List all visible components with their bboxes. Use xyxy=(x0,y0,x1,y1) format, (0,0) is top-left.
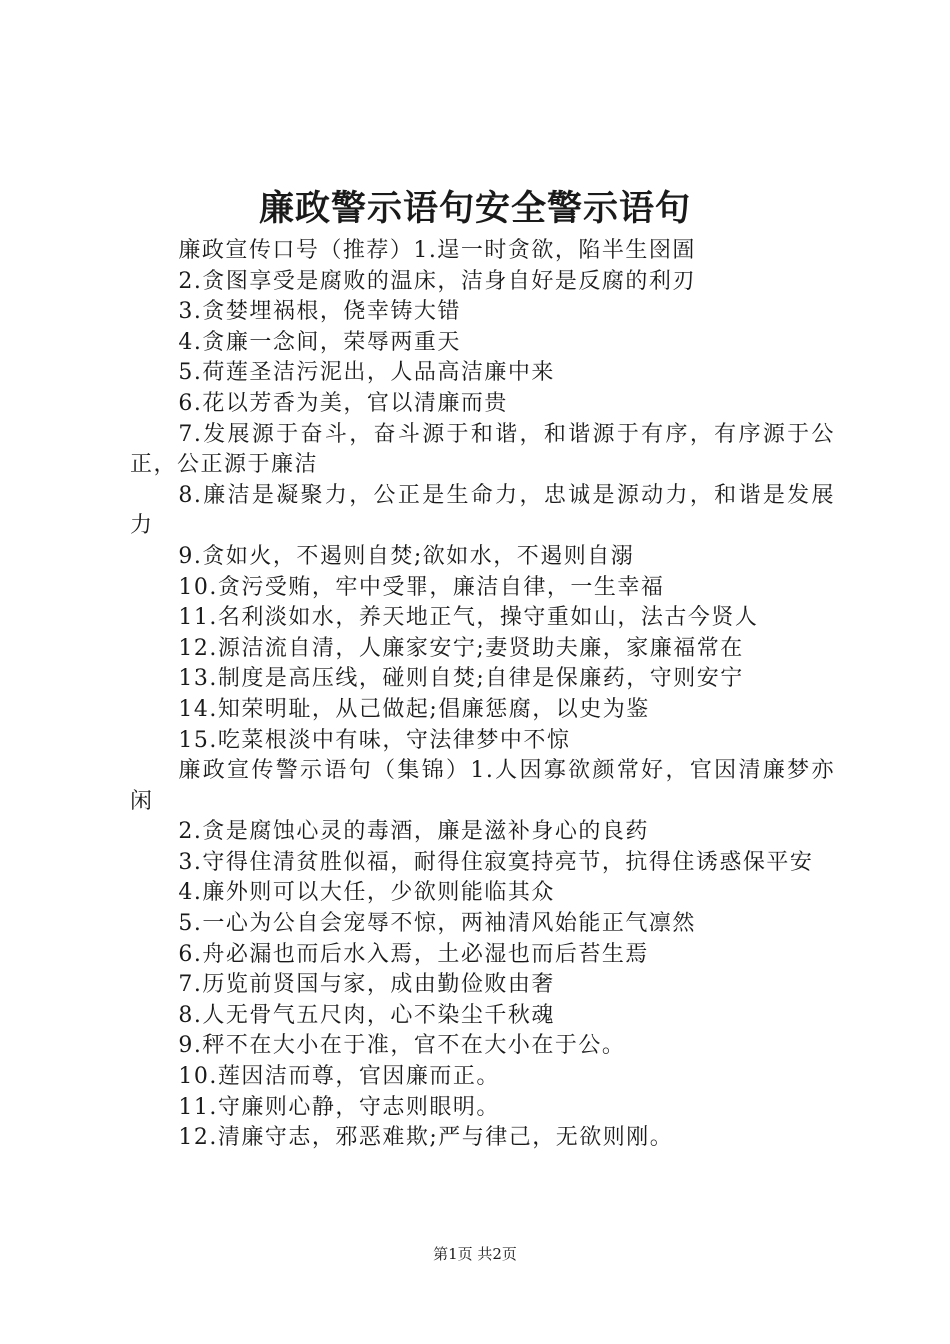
paragraph: 8.人无骨气五尺肉，心不染尘千秋魂 xyxy=(178,1002,555,1028)
paragraph: 2.贪是腐蚀心灵的毒酒，廉是滋补身心的良药 xyxy=(178,819,649,845)
document-body xyxy=(130,236,835,1154)
paragraph: 3.守得住清贫胜似福，耐得住寂寞持亮节，抗得住诱惑保平安 xyxy=(178,849,814,875)
paragraph: 7.历览前贤国与家，成由勤俭败由奢 xyxy=(178,972,555,998)
paragraph: 4.廉外则可以大任，少欲则能临其众 xyxy=(178,880,555,906)
paragraph: 6.花以芳香为美，官以清廉而贵 xyxy=(178,390,508,416)
paragraph: 15.吃菜根淡中有味，守法律梦中不惊 xyxy=(178,727,571,753)
paragraph: 5.荷莲圣洁污泥出，人品高洁廉中来 xyxy=(178,360,555,386)
paragraph: 10.莲因洁而尊，官因廉而正。 xyxy=(178,1064,500,1090)
document-title: 廉政警示语句安全警示语句 xyxy=(258,188,691,229)
paragraph: 12.清廉守志，邪恶难欺;严与律己，无欲则刚。 xyxy=(178,1125,674,1151)
paragraph: 11.守廉则心静，守志则眼明。 xyxy=(178,1094,500,1120)
paragraph: 8.廉洁是凝聚力，公正是生命力，忠诚是源动力，和谐是发展力 xyxy=(130,482,835,539)
page-number-footer: 第1页 共2页 xyxy=(433,1245,517,1263)
paragraph: 7.发展源于奋斗，奋斗源于和谐，和谐源于有序，有序源于公正，公正源于廉洁 xyxy=(130,421,835,478)
paragraph: 廉政宣传警示语句（集锦）1.人因寡欲颜常好，官因清廉梦亦闲 xyxy=(130,758,835,814)
paragraph: 9.秤不在大小在于准，官不在大小在于公。 xyxy=(178,1033,626,1059)
paragraph: 5.一心为公自会宠辱不惊，两袖清风始能正气凛然 xyxy=(178,911,696,937)
paragraph: 3.贪婪埋祸根，侥幸铸大错 xyxy=(178,299,461,325)
paragraph: 10.贪污受贿，牢中受罪，廉洁自律，一生幸福 xyxy=(178,574,665,600)
paragraph: 廉政宣传口号（推荐）1.逞一时贪欲，陷半生囹圄 xyxy=(178,238,696,263)
paragraph: 2.贪图享受是腐败的温床，洁身自好是反腐的利刃 xyxy=(178,268,696,294)
paragraph: 14.知荣明耻，从己做起;倡廉惩腐，以史为鉴 xyxy=(178,696,650,722)
paragraph: 11.名利淡如水，养天地正气，操守重如山，法古今贤人 xyxy=(178,605,759,631)
paragraph: 13.制度是高压线，碰则自焚;自律是保廉药，守则安宁 xyxy=(178,666,744,692)
paragraph: 6.舟必漏也而后水入焉，土必湿也而后苔生焉 xyxy=(178,941,649,967)
paragraph: 4.贪廉一念间，荣辱两重天 xyxy=(178,329,461,355)
paragraph: 9.贪如火，不遏则自焚;欲如水，不遏则自溺 xyxy=(178,543,635,569)
paragraph: 12.源洁流自清，人廉家安宁;妻贤助夫廉，家廉福常在 xyxy=(178,635,744,661)
